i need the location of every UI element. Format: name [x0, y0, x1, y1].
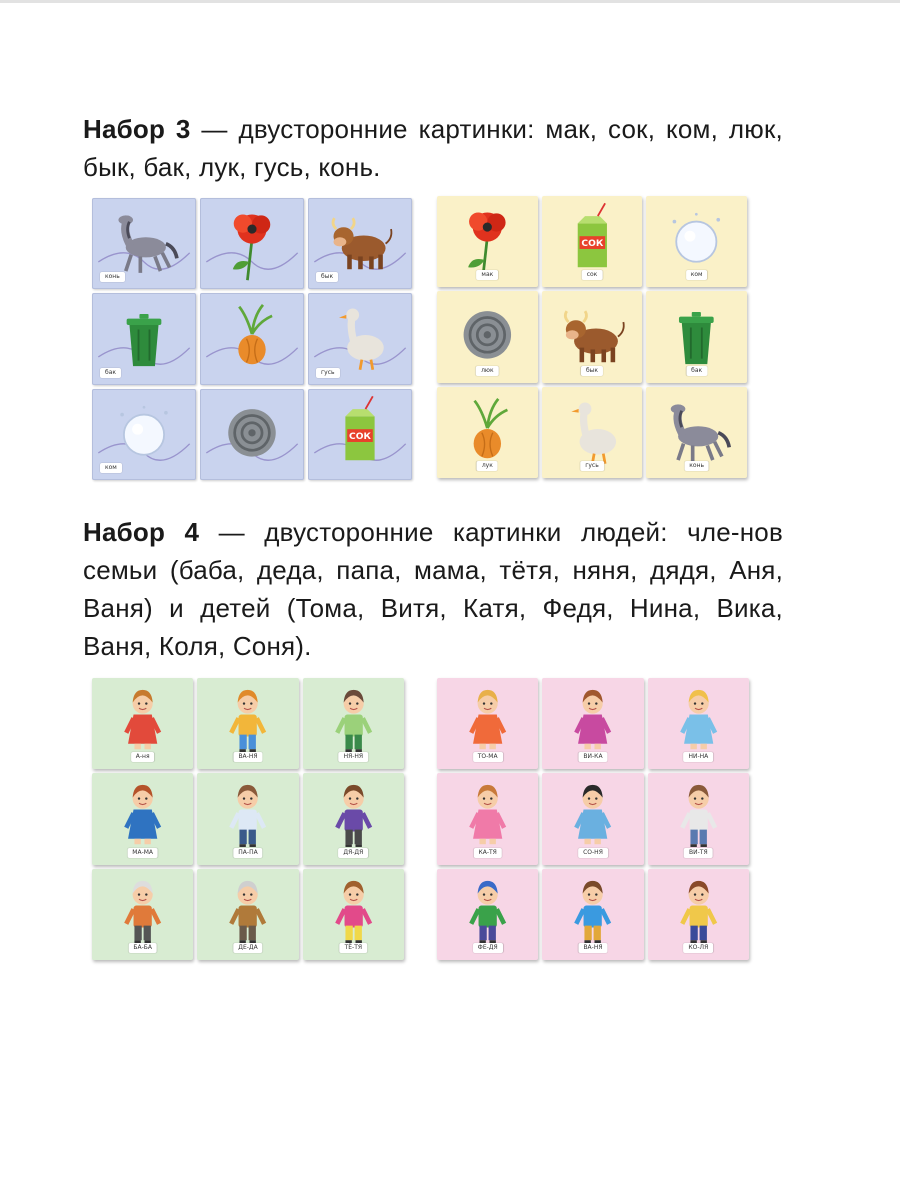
- card-label: КО-ЛЯ: [683, 943, 713, 953]
- picture-card: [648, 773, 749, 864]
- picture-card: [92, 678, 193, 769]
- picture-card: [92, 773, 193, 864]
- set4-family-cards: [92, 678, 404, 960]
- card-label: бак: [100, 368, 121, 378]
- card-label: гусь: [580, 461, 604, 471]
- picture-card: [437, 869, 538, 960]
- svg-text:СОК: СОК: [581, 239, 603, 250]
- card-label: конь: [684, 461, 709, 471]
- card-label: ВА-НЯ: [233, 752, 262, 762]
- set3-picture-cards: [437, 196, 747, 478]
- picture-card: [437, 387, 538, 478]
- picture-card: [437, 773, 538, 864]
- set4-heading: Набор 4: [83, 517, 200, 547]
- card-label: МА-МА: [127, 848, 158, 858]
- card-label: гусь: [316, 368, 340, 378]
- picture-card: [197, 773, 298, 864]
- picture-card: [200, 293, 304, 384]
- card-label: ТЁ-ТЯ: [340, 943, 367, 953]
- picture-card: [542, 291, 643, 382]
- poppy-icon: [200, 198, 304, 289]
- set3-heading: Набор 3: [83, 114, 191, 144]
- picture-card: [542, 387, 643, 478]
- card-label: бык: [316, 272, 338, 282]
- picture-card: [542, 773, 643, 864]
- card-label: ВИ-ТЯ: [684, 848, 713, 858]
- picture-card: [308, 198, 412, 289]
- picture-card: [303, 869, 404, 960]
- picture-card: [542, 196, 643, 287]
- set3-description: [83, 110, 783, 186]
- card-label: ФЕ-ДЯ: [473, 943, 503, 953]
- picture-card: [92, 198, 196, 289]
- picture-card: [308, 293, 412, 384]
- picture-card: [646, 196, 747, 287]
- card-label: конь: [100, 272, 125, 282]
- picture-card: [197, 678, 298, 769]
- card-label: сок: [582, 270, 603, 280]
- card-label: ВА-НЯ: [578, 943, 607, 953]
- card-label: бак: [686, 366, 707, 376]
- card-label: ДЕ-ДА: [233, 943, 262, 953]
- juice-box-icon: [308, 389, 412, 480]
- picture-card: [437, 678, 538, 769]
- top-rule: [0, 0, 900, 3]
- picture-card: [542, 678, 643, 769]
- card-label: КА-ТЯ: [473, 848, 501, 858]
- picture-card: [646, 387, 747, 478]
- picture-card: [92, 869, 193, 960]
- picture-card: [542, 869, 643, 960]
- card-label: ПА-ПА: [233, 848, 262, 858]
- picture-card: [303, 773, 404, 864]
- onion-icon: [200, 293, 304, 384]
- card-label: бык: [581, 366, 603, 376]
- card-label: СО-НЯ: [578, 848, 608, 858]
- set4-description: [83, 513, 783, 665]
- picture-card: [303, 678, 404, 769]
- picture-card: [92, 389, 196, 480]
- set3-jigsaw-board: [92, 198, 412, 480]
- picture-card: [308, 389, 412, 480]
- set3-text: — двусторонние картинки: мак, сок, ком, люк, бык, бак, лук, гусь, конь.: [83, 114, 783, 182]
- set4-text: — двусторонние картинки людей: чле-нов семьи (баба, деда, папа, мама, тётя, няня, дядя, Аня, Ваня) и детей (Тома, Витя, Катя, Федя, Нина, Вика, Ваня, Коля, Соня).: [83, 517, 783, 661]
- set4-children-cards: [437, 678, 749, 960]
- card-label: ДЯ-ДЯ: [338, 848, 368, 858]
- card-label: А-ня: [131, 752, 155, 762]
- card-label: НИ-НА: [683, 752, 713, 762]
- svg-text:СОК: СОК: [349, 431, 371, 442]
- picture-card: [200, 198, 304, 289]
- picture-card: [200, 389, 304, 480]
- card-label: лук: [477, 461, 498, 471]
- picture-card: [648, 678, 749, 769]
- card-label: НЯ-НЯ: [339, 752, 369, 762]
- card-label: люк: [476, 366, 499, 376]
- picture-card: [648, 869, 749, 960]
- card-label: мак: [476, 270, 498, 280]
- card-label: БА-БА: [128, 943, 157, 953]
- card-label: ВИ-КА: [578, 752, 607, 762]
- picture-card: [437, 291, 538, 382]
- card-label: ком: [100, 463, 122, 473]
- picture-card: [437, 196, 538, 287]
- picture-card: [92, 293, 196, 384]
- picture-card: [646, 291, 747, 382]
- manhole-icon: [200, 389, 304, 480]
- card-label: ТО-МА: [473, 752, 503, 762]
- picture-card: [197, 869, 298, 960]
- card-label: ком: [686, 270, 708, 280]
